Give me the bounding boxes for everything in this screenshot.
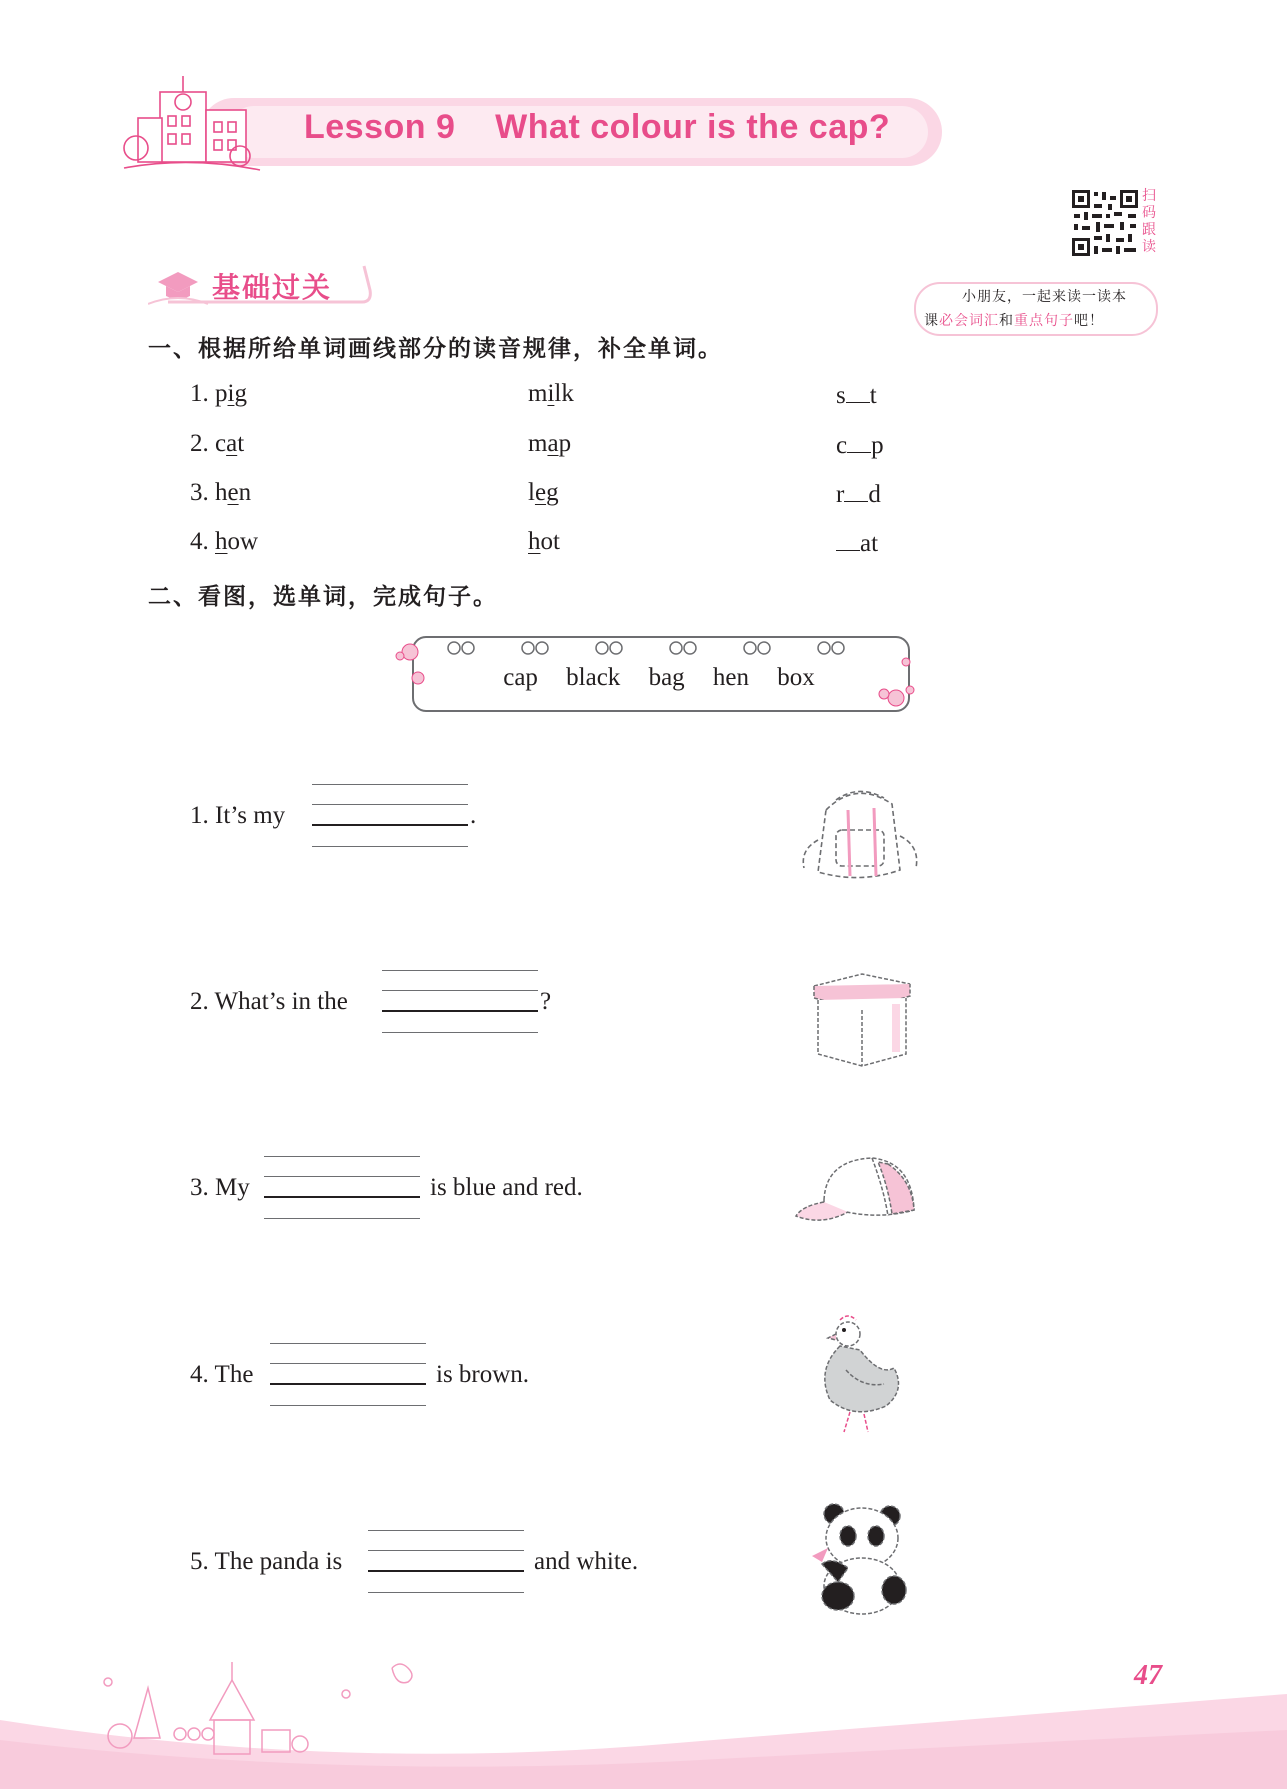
question-2-title: 二、看图，选单词，完成句子。	[148, 584, 498, 610]
q1-row-1-word-2: milk	[528, 380, 574, 407]
word-bank	[412, 664, 906, 692]
fill-blank[interactable]	[846, 380, 870, 403]
sentence-4-start: 4. The	[190, 1361, 254, 1388]
question-1-title: 一、根据所给单词画线部分的读音规律，补全单词。	[148, 336, 723, 362]
sentence-1-end: .	[470, 802, 477, 829]
word-bank-item: cap	[503, 664, 538, 691]
lesson-title: Lesson 9 What colour is the cap?	[304, 108, 891, 146]
sentence-2-end: ?	[540, 988, 552, 1015]
sentence-4-end: is brown.	[436, 1361, 530, 1388]
sentence-3-start: 3. My	[190, 1174, 250, 1201]
tip-line2: 课必会词汇和重点句子吧！	[924, 313, 1104, 329]
qr-label: 扫码跟读	[1142, 188, 1156, 255]
q1-row-2-word-1: 2. cat	[190, 430, 245, 457]
footer-decoration-icon	[0, 1660, 1287, 1789]
fill-blank[interactable]	[836, 528, 860, 551]
bag-illustration-icon	[796, 780, 926, 890]
cap-illustration-icon	[792, 1150, 922, 1240]
q1-row-3-word-1: 3. hen	[190, 479, 252, 506]
q1-row-2-word-2: map	[528, 430, 572, 457]
fill-blank[interactable]	[844, 479, 868, 502]
word-bank-item: box	[777, 664, 815, 691]
q1-row-4-word-2: hot	[528, 528, 560, 555]
q1-row-3-word-3[interactable]: r d	[836, 481, 881, 508]
q1-row-3-word-2: leg	[528, 479, 559, 506]
sentence-1-start: 1. It’s my	[190, 802, 286, 829]
section-title: 基础过关	[212, 271, 333, 304]
word-bank-item: black	[566, 664, 621, 691]
tip-line1: 小朋友，一起来读一读本	[962, 289, 1127, 305]
fill-blank[interactable]	[847, 430, 871, 453]
q1-row-1-word-1: 1. pig	[190, 380, 247, 407]
sentence-5-start: 5. The panda is	[190, 1548, 343, 1575]
q1-row-4-word-3[interactable]: at	[836, 528, 878, 558]
sentence-3-end: is blue and red.	[430, 1174, 583, 1201]
sentence-5-end: and white.	[534, 1548, 639, 1575]
q1-row-4-word-1: 4. how	[190, 528, 259, 555]
q1-row-2-word-3[interactable]: c p	[836, 432, 884, 459]
sentence-1-answer-lines[interactable]	[312, 784, 468, 846]
page-number: 47	[1134, 1660, 1162, 1691]
q1-row-1-word-3[interactable]: s t	[836, 382, 877, 409]
word-bank-item: bag	[648, 664, 685, 691]
school-building-icon	[120, 72, 270, 182]
sentence-4-answer-lines[interactable]	[270, 1343, 426, 1405]
word-bank-item: hen	[712, 664, 750, 691]
sentence-5-answer-lines[interactable]	[368, 1530, 524, 1592]
sentence-3-answer-lines[interactable]	[264, 1156, 420, 1218]
sentence-2-start: 2. What’s in the	[190, 988, 348, 1015]
hen-illustration-icon	[810, 1310, 910, 1440]
panda-illustration-icon	[808, 1498, 914, 1616]
box-illustration-icon	[806, 968, 918, 1068]
qr-code-icon[interactable]	[1070, 188, 1140, 258]
sentence-2-answer-lines[interactable]	[382, 970, 538, 1032]
